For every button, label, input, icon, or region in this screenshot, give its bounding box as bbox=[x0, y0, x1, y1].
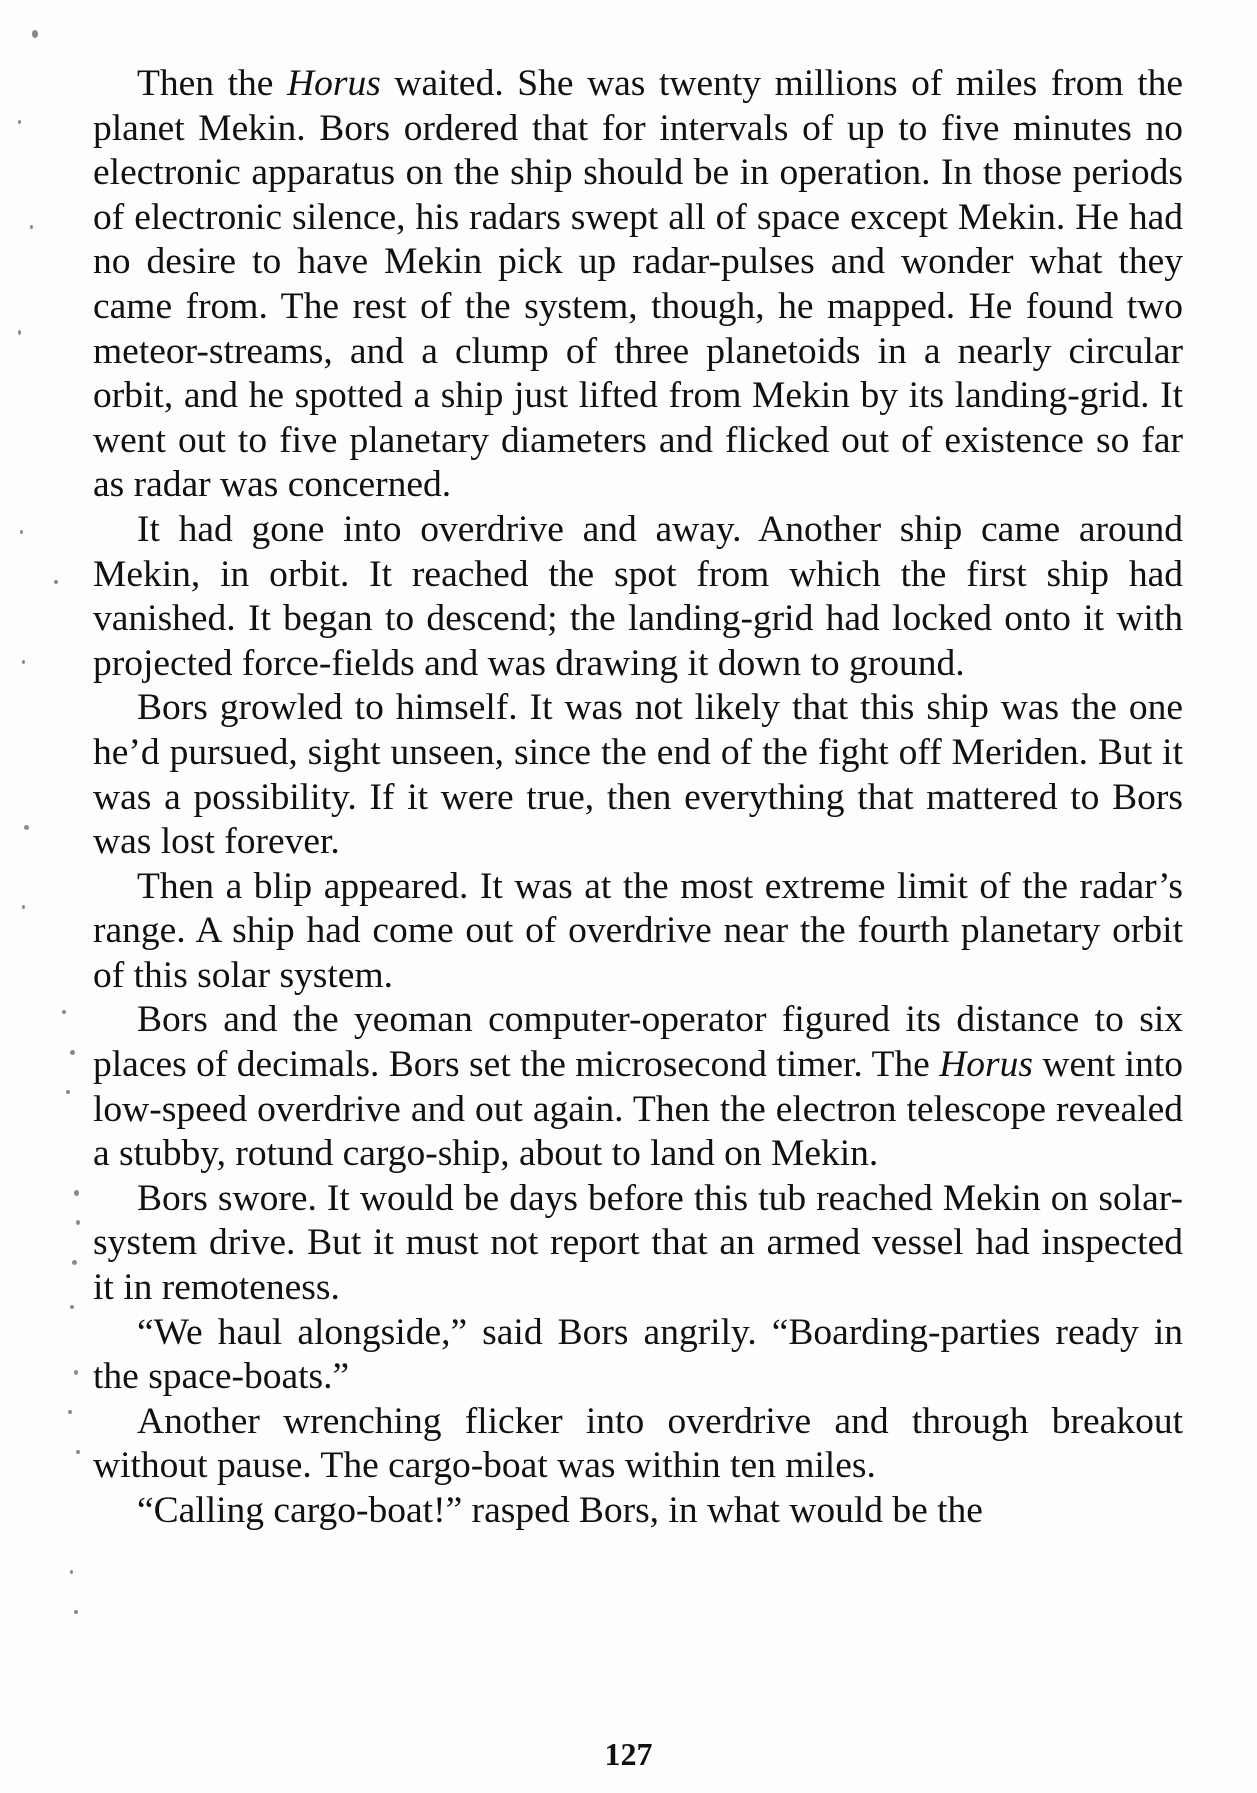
text-segment: “Calling cargo-boat!” rasped Bors, in what would be the bbox=[137, 1490, 983, 1531]
text-segment: Bors swore. It would be days before this tub reached Mekin on solar-system drive. But it must not report that an armed vessel had inspected it in remoteness. bbox=[93, 1177, 1183, 1309]
paragraph bbox=[93, 686, 1183, 864]
text-segment: “We haul alongside,” said Bors angrily. “Boarding-parties ready in the space-boats.” bbox=[93, 1311, 1183, 1398]
text-segment: went into low-speed overdrive and out again. Then the electron telescope revealed a stubby, rotund cargo-ship, about to land on Mekin. bbox=[93, 1044, 1184, 1175]
text-segment: Bors growled to himself. It was not likely that this ship was the one he’d pursued, sight unseen, since the end of the fight off Meriden. But it was a possibility. If it were true, then everything that mattered to Bors was lost forever. bbox=[93, 687, 1183, 863]
text-segment: waited. She was twenty millions of miles from the planet Mekin. Bors ordered that for intervals of up to five minutes no electronic apparatus on the ship should be in operation. In those periods of electronic silence, his radars swept all of space except Mekin. He had no desire to have Mekin pick up radar-pulses and wonder what they came from. The rest of the system, though, he mapped. He found two meteor-streams, and a clump of three planetoids in a nearly circular orbit, and he spotted a ship just lifted from Mekin by its landing-grid. It went out to five planetary diameters and flicked out of existence so far as radar was concerned. bbox=[93, 63, 1184, 506]
paragraph bbox=[93, 508, 1183, 686]
text-segment: Then a blip appeared. It was at the most extreme limit of the radar’s range. A ship had come out of overdrive near the fourth planetary orbit of this solar system. bbox=[93, 865, 1183, 996]
text-segment: Bors and the yeoman computer-operator figured its distance to six places of decimals. Bors set the microsecond timer. The bbox=[93, 999, 1183, 1086]
page-number: 127 bbox=[604, 1736, 653, 1772]
text-segment: It had gone into overdrive and away. Another ship came around Mekin, in orbit. It reached the spot from which the first ship had vanished. It began to descend; the landing-grid had locked onto it with projected force-fields and was drawing it down to ground. bbox=[93, 508, 1183, 684]
paragraph bbox=[93, 998, 1183, 1176]
paragraph bbox=[93, 62, 1183, 508]
text-segment: Then the bbox=[137, 63, 288, 104]
paragraph bbox=[93, 1400, 1183, 1489]
paragraph bbox=[93, 1489, 1183, 1534]
paragraph bbox=[93, 1177, 1183, 1311]
text-segment: Another wrenching flicker into overdrive and through breakout without pause. The cargo-boat was within ten miles. bbox=[93, 1400, 1183, 1487]
italic-text: Horus bbox=[287, 63, 381, 104]
paragraph bbox=[93, 865, 1183, 999]
scan-specks bbox=[14, 10, 94, 1710]
paragraph bbox=[93, 1311, 1183, 1400]
italic-text: Horus bbox=[939, 1044, 1033, 1086]
body-text bbox=[93, 62, 1183, 1534]
